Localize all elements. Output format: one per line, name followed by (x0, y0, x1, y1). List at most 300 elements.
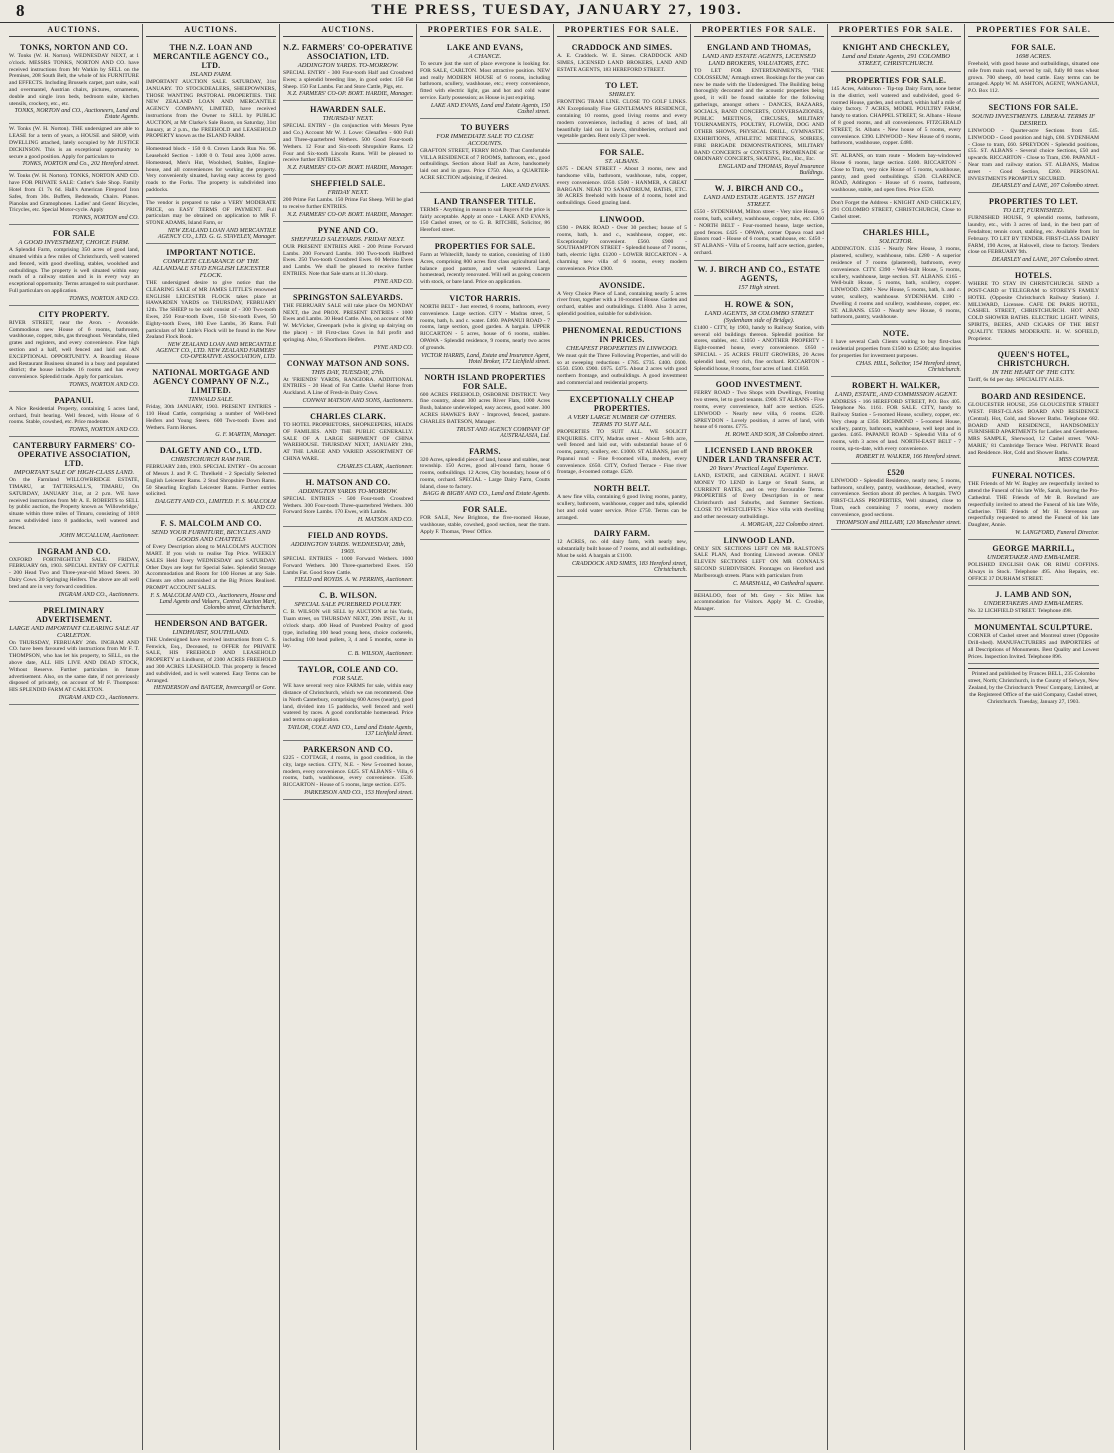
ad-body: To secure just the sort of place everyone is looking for. FOR SALE, CARLTON. Most attractive position. NEW and really MODERN HOUSE of 6 rooms, including bathroom, scullery, washhouse, etc.; every convenience, fitted with electric light, gas and hot and cold water service. Early possession; as House is just expiring. (420, 61, 550, 101)
advertisement (557, 480, 687, 525)
advertisement (146, 364, 276, 442)
ad-title: EXCEPTIONALLY CHEAP PROPERTIES. (569, 394, 675, 413)
advertisement (694, 180, 824, 261)
ad-body: £225 - COTTAGE, 4 rooms, in good condition, in the city, large section. CITY, N.E. - New 5-roomed house, modern, every convenience. £425. ST ALBANS - Villa, 6 rooms, bath, washhouse, every convenience. £530. RICCARTON - House of 5 rooms, large section. £375. (283, 755, 413, 789)
ad-body: ONLY SIX SECTIONS LEFT ON MR RALSTON'S SALE PLAN, And fronting Linwood avenue. ONLY ELEVEN SECTIONS LEFT ON MR CONNAL'S SECOND SUBDIVISION. Frontages on Hereford and Marlborough streets. Plans with particulars from (694, 545, 824, 579)
column-2 (143, 24, 280, 1450)
ad-body: NORTH BELT - Just erected, 6 rooms, bathroom, every convenience. Large section. CITY - Madras street, 5 rooms, bath, h. and c. water. £460. PAPANUI ROAD - 7 rooms, large section, good garden. A bargain. UPPER RICCARTON - 5 acres, house of 6 rooms, stables. OPAWA - Splendid residence, 9 rooms, nearly two acres of grounds. (420, 303, 550, 351)
advertisement (146, 198, 276, 244)
ad-title: BOARD AND RESIDENCE. (981, 392, 1086, 402)
ad-body: 600 ACRES FREEHOLD, OSBORNE DISTRICT. Very fine country, about 300 acres River Flats, 1000 Acres Bush, balance undeveloped, easy access, good water. 300 ACRES HAWKE'S BAY - Improved, fenced, pasture. CHARLES BATESON, Manager. (420, 391, 550, 425)
ad-body: A Splendid Farm, comprising 350 acres of good land, situated within a few miles of Christchurch, well watered and fenced, with good dwelling, stables, woolshed and outbuildings. The property is well situated within easy reach of a railway station and is in every way an exceptional opportunity. Terms arranged to suit purchaser. Full particulars on application. (9, 247, 139, 294)
ad-title: FOR SALE. (599, 148, 645, 158)
ad-title: SPRINGSTON SALEYARDS. (293, 292, 403, 302)
ad-body: Tariff, 6s 6d per day. SPECIALITY ALES. (968, 377, 1065, 384)
ad-body: On THURSDAY, FEBRUARY 26th. INGRAM AND CO. have been favoured with instructions from Mr F. T. THOMPSON, who has let his property, to SELL, on the above date, ALL HIS LIVE AND DEAD STOCK, Without Reserve. Further particulars in future advertisement. Also, on the same date, if not previously disposed of privately, on account of Mr F. Thompson: HIS SPLENDID FARM AT CARLETON. (9, 639, 139, 694)
ad-body: RIVER STREET, near the Avon. - Avonside. Commodious new House of 6 rooms, bathroom, washhouse, copper, tubs, gas throughout. Verandahs, tiled grates and registers, and every convenience. Fine high section and a half, well fenced and laid out. AN EXCEPTIONAL OPPORTUNITY. A Boarding House and Restaurant Business situated in a busy and populated district; the house includes 16 rooms and has every convenience. Splendid trade. Apply for particulars. (9, 319, 139, 381)
ad-subtitle: Land and Estate Agents, 291 COLOMBO STREET, CHRISTCHURCH. (842, 53, 950, 67)
ad-body: FRONTING TRAM LINE. CLOSE TO GOLF LINKS. AN Exceptionally Fine GENTLEMAN'S RESIDENCE, containing 10 rooms, good living rooms and every modern convenience, including 4 acres of land, all beautifully laid out in lawns, shrubberies, orchard and vegetable garden. Rent only £3 per week. (557, 99, 687, 140)
column-heading: PROPERTIES FOR SALE. (831, 24, 961, 37)
ad-signature: CHARLES CLARK, Auctioneer. (337, 463, 413, 470)
ad-body: Farm at Whiteclift, handy to station, consisting of 1140 Acres, comprising 800 acres first class agricultural land, balance good pasture, and well watered. Large homestead, recently renovated. Will sell as going concern with stock, or bare land. Price on application. (420, 251, 550, 286)
advertisement (557, 525, 687, 576)
ad-body: A Very Choice Piece of Land, containing nearly 5 acres river front, together with a 10-roomed House. Garden and orchard, stables and outbuildings. £1400. Also 3 acres, splendid position, suitable for subdivision. (557, 290, 687, 317)
advertisement (557, 211, 687, 277)
ad-title: GEORGE MARRILL, (992, 544, 1075, 554)
ad-title: W. J. BIRCH AND CO., ESTATE AGENTS, (697, 264, 821, 283)
ad-body: FERRY ROAD - Two Shops with Dwellings, Fronting two streets, let to good tenants. £900. ST ALBANS - Five rooms, every convenience, half acre section. £525. LINWOOD - Nearly new villa, 6 rooms. £520. SPREYDON - Lovely position, 4 acres of land, with house of 6 rooms. £775. (694, 390, 824, 431)
advertisement (283, 474, 413, 527)
ad-title: PARKERSON AND CO. (303, 745, 393, 755)
advertisement (9, 171, 139, 225)
ad-title: QUEEN'S HOTEL, CHRISTCHURCH. (997, 350, 1070, 369)
ad-title: TAYLOR, COLE AND CO. (297, 665, 399, 675)
ad-title: ROBERT H. WALKER, (851, 380, 941, 390)
masthead (0, 0, 1114, 23)
ad-body: FEBRUARY 24th, 1903. SPECIAL ENTRY - On account of Messrs J. and P. C. Threlkeld - 2 Specially Selected English Leicester Rams. 2 Stud Shropshire Down Rams. 50 Shearling English Leicester Rams. Further entries solicited. (146, 464, 276, 498)
ad-title: CANTERBURY FARMERS' CO-OPERATIVE ASSOCIATION, LTD. (12, 441, 136, 469)
ad-title: PROPERTIES FOR SALE. (845, 76, 947, 85)
ad-body: A Nice Residential Property, containing 5 acres land, orchard, fruit bearing. Well fenced, with House of 6 rooms. Stable, cowshed, etc. Price moderate. (9, 405, 139, 426)
ad-signature: FIELD and ROYDS. A. W. PERRINS, Auctioneer. (294, 577, 413, 584)
ad-signature: PYNE AND CO. (373, 344, 413, 351)
advertisement (283, 408, 413, 474)
ad-body: The vendor is prepared to take a VERY MODERATE PRICE, on EASY TERMS OF PAYMENT. Full particulars may be obtained on application to MR F. STONE ADAMS, Island Farm, or (146, 199, 276, 227)
ad-body: CORNER of Cashel street and Montreal street (Opposite Drill-shed). MANUFACTURERS and IMPORTERS of all Descriptions of Monuments. Best Quality and Lowest Prices. Inspection Invited. Telephone 896. (968, 633, 1099, 660)
column-heading: PROPERTIES FOR SALE. (694, 24, 824, 37)
ad-title: PROPERTIES TO LET. (989, 197, 1078, 207)
advertisement (283, 175, 413, 222)
ad-body: TO HOTEL PROPRIETORS, SHOPKEEPERS, HEADS OF FAMILIES. AND THE PUBLIC GENERALLY. SALE OF A LARGE SHIPMENT OF CHINA WAREHOUSE. THURSDAY NEXT, JANUARY 29th, AT THE LARGE AND VARIED ASSORTMENT OF CHINA WARE. (283, 421, 413, 462)
ad-body: ADDINGTON. £135 - Nearly New House, 3 rooms, plastered, scullery, washhouse, tubs. £280 - A superior residence of 7 rooms (plastered), bathroom, every convenience. CITY. £390 - Well-built House, 5 rooms, scullery, washhouse, large section. ST. ALBANS. £165 - Well-built House, 5 rooms, bath, scullery, copper. LINWOOD. £280 - New House, 5 rooms, bath, h. and c. water, scullery, washhouse. SYDENHAM. £180 - Dwelling 4 rooms and scullery, washhouse, copper, etc. ST. ALBANS. £550 - Nearly new House, 6 rooms, bathroom, pantry, washhouse. (831, 246, 961, 321)
ad-signature: HENDERSON and BATGER, Invercargill or Gore. (153, 685, 276, 692)
ad-body: ADDRESS - 166 HEREFORD STREET, P.O. Box 405. Telephone No. 1161. FOR SALE. CITY, handy to Railway Station - 5-roomed House, scullery, copper, etc. Very cheap at £350. RICHMOND - 5-roomed House, scullery, pantry, bathroom, washhouse, well kept and in garden. £465. PAPANUI ROAD - Splendid Villa of 6 rooms, with 3 acres of land. NORTH-EAST BELT - 7 rooms, up-to-date, with every convenience. (831, 398, 961, 453)
advertisement (831, 39, 961, 72)
advertisement (146, 615, 276, 696)
advertisement (694, 532, 824, 591)
ad-title: CHARLES CLARK. (310, 411, 386, 421)
ad-title: HAWARDEN SALE. (310, 105, 386, 115)
ad-signature: TONKS, NORTON and CO., Auctioneers, Land and Estate Agents. (14, 108, 139, 121)
newspaper-columns (6, 24, 1110, 1450)
ad-title: H. MATSON AND CO. (305, 477, 391, 487)
ad-signature: THOMPSON and HILLARY, 120 Manchester street. (836, 519, 961, 526)
advertisement (968, 39, 1099, 99)
advertisement (283, 661, 413, 741)
ad-title: DALGETY AND CO., LTD. (159, 446, 263, 456)
ad-title: FARMS. (469, 446, 501, 456)
ad-title: FOR SALE. (1011, 43, 1056, 52)
ad-title: CHARLES HILL, (862, 228, 930, 238)
ad-subtitle: UNDERTAKER AND EMBALMER. (986, 554, 1081, 562)
ad-signature: DALGETY AND CO., LIMITED. F. S. MALCOLM AND CO. (155, 499, 276, 512)
ad-title: INGRAM AND CO. (37, 546, 111, 556)
ad-title: W. J. BIRCH AND CO., (714, 184, 804, 194)
ad-subtitle: SPECIAL SALE PUREBRED POULTRY. (294, 601, 402, 609)
column-3 (280, 24, 417, 1450)
imprint-footer: Printed and published by Frances BELL, 235 Colombo street, North; Christchurch, in the County of Selwyn, New Zealand, by the Christchurch 'Press' Company, Limited, at the Registered Office of the said Company, Cashel street, Christchurch. Tuesday, January 27, 1903. (968, 668, 1099, 705)
ad-body: WE have several very nice FARMS for sale, within easy distance of Christchurch, which we can recommend. One in North Canterbury, comprising 600 Acres (nearly), good land, divided into 15 paddocks, well fenced and well watered by races. A good comfortable homestead. Price and terms on application. (283, 683, 413, 724)
ad-subtitle: UNDERTAKERS AND EMBALMERS. (983, 600, 1084, 608)
ad-subtitle: ISLAND FARM. (190, 71, 232, 78)
advertisement (831, 224, 961, 325)
advertisement (694, 296, 824, 377)
advertisement (831, 198, 961, 224)
advertisement (557, 277, 687, 322)
ad-signature: TRUST AND AGENCY COMPANY OF AUSTRALASIA, Ltd. (456, 426, 550, 439)
ad-signature: N.Z. FARMERS' CO-OP. BORT. HARDIE, Manager. (287, 91, 413, 98)
ad-signature: TONKS, NORTON and Co., 202 Hereford street. (22, 161, 139, 168)
ad-subtitle: A GOOD INVESTMENT, CHOICE FARM. (18, 239, 130, 247)
ad-signature: CRADDOCK AND SIMES, 183 Hereford street, Christchurch. (571, 560, 687, 573)
ad-subtitle: TO LET, FURNISHED. (1002, 207, 1065, 215)
ad-title: ENGLAND AND THOMAS, (706, 43, 811, 52)
ad-title: PRELIMINARY ADVERTISEMENT. (35, 605, 112, 624)
ad-signature: PYNE AND CO. (373, 278, 413, 285)
ad-signature: G. F. MARTIN, Manager. (215, 432, 276, 439)
ad-title: SHEFFIELD SALE. (310, 179, 386, 189)
ad-signature: F. S. MALCOLM AND CO., Auctioneers, House and Land Agents and Valuers, Central Auction Mart, Colombo street, Christchurch. (150, 592, 276, 611)
ad-subtitle: ADDINGTON YARDS. TO-MORROW. (297, 62, 399, 69)
advertisement (968, 99, 1099, 193)
advertisement (420, 238, 550, 290)
advertisement (420, 369, 550, 443)
advertisement (831, 72, 961, 151)
ad-body: TERMS - Anything in reason to suit Buyers if the price is fairly acceptable. Apply at once - LAKE AND EVANS, 150 Cashel street, or to G. B. RITCHIE, Solicitor, 86 Hereford street. (420, 206, 550, 234)
ad-body: LAND, ESTATE, and GENERAL AGENT. I HAVE MONEY TO LEND in Large or Small Sums, at CURRENT RATES, and on very favourable Terms. PROPERTIES of Every Description in or near Christchurch and Suburbs, and Summer Sections. CLOSE TO WESTCLIFFE'S - Nice villa with dwelling and other necessary outbuildings. (694, 473, 824, 520)
advertisement (146, 144, 276, 198)
ad-subtitle: THIS DAY, TUESDAY, 27th. (311, 368, 385, 376)
ad-title: CONWAY MATSON AND SONS. (286, 358, 410, 368)
advertisement (283, 527, 413, 587)
ad-subtitle: 20 Years' Practical Legal Experience. (709, 465, 809, 473)
advertisement (968, 467, 1099, 540)
ad-subtitle: TINWALD SALE. (188, 396, 234, 404)
ad-title: PAPANUI. (54, 395, 94, 405)
column-heading: AUCTIONS. (9, 24, 139, 37)
ad-signature: DEARSLEY and LANE, 207 Colombo street. (992, 183, 1099, 190)
ad-signature: N.Z. FARMERS' CO-OP. BORT. HARDIE, Manager. (287, 211, 413, 218)
ad-body: £1400 - CITY, by 1903, handy to Railway Station, with several old buildings thereon. Splendid position for stores, stables, etc. £1050 - ANOTHER PROPERTY - Eight-roomed house, every convenience. £650 - SPECIAL - 25 ACRES FRUIT GROWERS, 20 Acres splendid land, very rich, fine orchard. RICCARTON - Splendid house, 8 rooms, four acres of land. £1850. (694, 324, 824, 372)
ad-subtitle: IMPORTANT SALE OF HIGH-CLASS LAND. (13, 469, 135, 477)
ad-signature: W. LANGFORD, Funeral Director. (1015, 530, 1099, 537)
column-8 (965, 24, 1102, 1450)
ad-body: £590 - PARK ROAD - Over 30 perches; house of 5 rooms, bath, h. and c., washhouse, copper, etc. Exceptionally convenient. £560. £900 - SOUTHAMPTON STREET - Splendid house of 7 rooms, bath, electric light. £1200 - LOWER RICCARTON - A charming new villa of 6 rooms, every modern convenience. Price £900. (557, 224, 688, 272)
ad-subtitle: CHEAPEST PROPERTIES IN LINWOOD. (566, 344, 678, 352)
ad-subtitle: SOUND INVESTMENTS. LIBERAL TERMS IF DESIRED. (971, 112, 1096, 127)
advertisement (420, 119, 550, 193)
advertisement (283, 355, 413, 408)
advertisement (9, 39, 139, 124)
ad-subtitle: LARGE AND IMPORTANT CLEARING SALE AT CARLETON. (9, 624, 139, 639)
advertisement (146, 244, 276, 364)
ad-signature: PARKERSON AND CO., 153 Hereford street. (304, 790, 413, 797)
ad-title: LINWOOD. (599, 214, 645, 224)
advertisement (9, 225, 139, 306)
ad-title: FOR SALE. (462, 505, 508, 515)
column-4 (417, 24, 554, 1450)
ad-body: POLISHED ENGLISH OAK OR RIMU COFFINS. Always in Stock. Telephone 495. Also Repairs, etc. OFFICE 37 DURHAM STREET. (968, 562, 1099, 582)
ad-title: NATIONAL MORTGAGE AND AGENCY COMPANY OF N.Z., LIMITED. (152, 368, 270, 396)
column-heading: PROPERTIES FOR SALE. (557, 24, 687, 37)
ad-signature: TONKS, NORTON AND CO. (69, 381, 139, 388)
ad-body: W. Tonks (W. H. Norton). TONKS, NORTON AND CO. have FOR PRIVATE SALE: Cutler's Sale Shop. Family Hotel from £1 7s 6d. Hall's American Fireproof Iron Safes, from 30s. Buffets, Bedsteads, Chairs. Pianos. Pianolas and Gramophones. Ladies' and Gents' Bicycles, Tricycles, etc. Special Motor-cycle. Apply (9, 173, 139, 214)
column-5 (554, 24, 691, 1450)
ad-subtitle: LAND AND ESTATE AGENTS. 157 HIGH STREET. (703, 194, 815, 209)
ad-body: We must quit the Three Following Properties, and will do so at sweeping reductions - £785. £735. £400. £600. £550. £500. £900. £675. £475. About 2 acres with good northern frontage, and outbuildings. A good investment and commercial and residential property. (557, 352, 687, 386)
ad-title: NOTE. (882, 329, 910, 339)
column-heading: AUCTIONS. (146, 24, 276, 37)
ad-subtitle: ADDINGTON YARDS TO-MORROW. (298, 487, 398, 495)
ad-title: NORTH ISLAND PROPERTIES FOR SALE. (424, 372, 546, 391)
ad-subtitle: THURSDAY NEXT. (322, 115, 374, 123)
ad-title: NORTH BELT. (593, 484, 651, 494)
ad-title: VICTOR HARRIS. (449, 293, 521, 303)
ad-body: I have several Cash Clients waiting to buy first-class residential properties from £1500 to £2500; also Inquiries for properties for investment purposes. (831, 339, 961, 359)
ad-title: SECTIONS FOR SALE. (988, 102, 1079, 112)
ad-signature: INGRAM AND CO., Auctioneers. (58, 591, 139, 598)
ad-title: GOOD INVESTMENT. (715, 380, 803, 390)
advertisement (9, 392, 139, 437)
ad-body: 12 ACRES, no. old dairy farm, with nearly new, substantially built house of 7 rooms, and all outbuildings. Must be sold. A bargain at £1100. (557, 539, 687, 560)
advertisement (146, 442, 276, 515)
ad-title: PYNE AND CO. (317, 225, 379, 235)
ad-subtitle: A VERY LARGE NUMBER OF OTHERS. TERMS TO SUIT ALL. (567, 413, 677, 428)
ad-subtitle: COMPLETE CLEARANCE OF THE ALLANDALE STUD ENGLISH LEICESTER FLOCK. (152, 257, 270, 279)
ad-title: MONUMENTAL SCULPTURE. (974, 623, 1093, 633)
ad-title: CITY PROPERTY. (38, 309, 110, 319)
ad-title: AVONSIDE. (599, 280, 645, 290)
ad-title: £520 (887, 467, 905, 477)
ad-signature: LAKE AND EVANS. (501, 182, 550, 189)
advertisement (420, 501, 550, 539)
ad-signature: TAYLOR, COLE AND CO., Land and Estate Agents, 137 Lichfield street. (287, 725, 413, 738)
ad-subtitle: LAND, ESTATE, AND COMMISSION AGENT. (834, 390, 958, 398)
ad-body: Friday, 30th JANUARY, 1903. PRESENT ENTRIES - 110 Head Cattle, comprising a number of Well-bred Heifers and Young Steers. 600 Two-tooth Ewes and Wethers. Farm Horses. (146, 404, 276, 431)
ad-body: W. Tonks (W. H. Norton). THE undersigned are able to LEASE for a term of years, a HOUSE and SHOP, with DWELLING attached, lately occupied by Mr JUSTICE DICKINSON. This is an exceptional opportunity to secure a good position. Apply for particulars to (9, 126, 139, 160)
ad-title: LAKE AND EVANS, (446, 43, 524, 52)
ad-subtitle: 157 High street. (738, 283, 780, 291)
advertisement (557, 391, 687, 481)
ad-subtitle: FOR IMMEDIATE SALE TO CLOSE ACCOUNTS. (436, 132, 534, 147)
ad-body: £550 - SYDENHAM, Milton street - Very nice House, 5 rooms, bath, scullery, washhouse, copper, tubs, etc. £360 - NORTH BELT - Four-roomed house, large section, good fences. £425 - OPAWA, corner Opawa road and Ensors road - House of 6 rooms, washhouse, etc. £450 - ST ALBANS - Villa of 5 rooms, half acre section, garden, orchard. (694, 209, 824, 256)
ad-subtitle: CHRISTCHURCH RAM FAIR. (170, 456, 252, 464)
advertisement (420, 193, 550, 238)
advertisement (9, 437, 139, 542)
ad-title: THE N.Z. LOAN AND MERCANTILE AGENCY CO., LTD. (153, 43, 269, 70)
ad-body: No. 32 LICHFIELD STREET. Telephone 498. (968, 608, 1073, 615)
ad-signature: DEARSLEY and LANE, 207 Colombo street. (992, 257, 1099, 264)
ad-title: HOTELS. (1014, 271, 1052, 281)
ad-signature: ROBERT H. WALKER, 166 Hereford street. (855, 453, 961, 460)
ad-signature: JOHN MCCALLUM, Auctioneer. (59, 532, 139, 539)
advertisement (694, 261, 824, 296)
ad-title: LAND TRANSFER TITLE. (434, 196, 536, 206)
ad-title: LICENSED LAND BROKER UNDER LAND TRANSFER ACT. (696, 446, 822, 465)
ad-body: SPECIAL ENTRY - 300 Four-tooth Half and Crossbred Ewes; a splendid breeding line, in good order. 150 Fat Sheep. 150 Fat Lambs. Fat and Store Cattle, Pigs, etc. (283, 70, 413, 90)
ad-title: TO BUYERS (460, 122, 510, 132)
ad-body: LINWOOD - Quarter-acre Sections from £45. LINWOOD - Good position and high, £60. SYDENHAM - Close to tram, £60. SPREYDON - Splendid positions, £55. ST. ALBANS - Several choice Sections, £50 and upwards. RICCARTON - Close to Tram, £90. PAPANUI - Near tram and railway station. ST. ALBANS, Madras street - Good Section, £260. PERSONAL INVESTMENTS PROMPTLY SECURED. (968, 127, 1099, 182)
ad-subtitle: A CHANCE. (468, 53, 502, 60)
advertisement (557, 144, 687, 211)
ad-body: FOR SALE, New Brighton, the five-roomed House, washhouse, stable, cowshed, good section, near the tram. Apply F. Thomas, 'Press' Office. (420, 515, 550, 536)
ad-title: PHENOMENAL REDUCTIONS IN PRICES. (562, 325, 682, 344)
ad-body: TO LET FOR ENTERTAINMENTS, 'THE COLOSSEUM,' Armagh street. Bookings for the year can now be made with the Undersigned. The Building being thoroughly decorated and the acoustic properties being good, it will be found suitable for the following gatherings, amongst others - DANCES, BAZAARS, SOCIALS, BAND CONCERTS, CONVERSAZIONES, PUBLIC MEETINGS, CIRCUSES, MILITARY TOURNAMENTS, POULTRY, FLOWER, DOG AND OTHER SHOWS, PHYSICAL DRILL, GYMNASTIC EXHIBITIONS, ATHLETIC MEETINGS, SOIREES, FIRE BRIGADE DEMONSTRATIONS, MILITARY BAND CONCERTS or CONTESTS, PROMENADE or ORDINARY CONCERTS, SKATING, Etc., Etc., Etc. (694, 68, 824, 163)
ad-body: BEHALOO, foot of Mt. Grey - Six Miles has accommodation for Visitors. Apply M. C. Crosbie, Manager. (694, 592, 824, 613)
advertisement (557, 322, 687, 391)
ad-body: On the Farmland WILLOWBRIDGE ESTATE, TIMARU, at TATTERSALL'S, TIMARU, On SATURDAY, JANUARY 31st, at 2 p.m. WE have received instructions from Mr A. E. ROBERTS to SELL by public auction, the Property known as 'Willowbridge,' situate within three miles of Timaru, consisting of 1018 acres subdivided into 8 paddocks, well watered and fenced. (9, 477, 139, 531)
ad-subtitle: LAND AND ESTATE AGENTS, LICENSED LAND BROKERS, VALUATORS, ETC. (702, 53, 816, 67)
ad-title: PROPERTIES FOR SALE. (434, 241, 536, 251)
advertisement (283, 587, 413, 661)
ad-body: THE Undersigned have received instructions from C. S. Fenwick, Esq., Deceased, to OFFER for PRIVATE SALE, HIS FREEHOLD AND LEASEHOLD PROPERTY at Lindhurst, of 2300 ACRES FREEHOLD and 300 ACRES LEASEHOLD. This property is fenced and subdivided, and is well watered. Easy Terms can be Arranged. (146, 636, 276, 684)
ad-title: FOR SALE (52, 229, 96, 239)
ad-body: At 'FRIENDS' YARDS, RANGIORA. ADDITIONAL ENTRIES - 20 Head of Fat Cattle. Useful Horse from Auckland. A Line of Fresh-in Dairy Cows. (283, 376, 413, 397)
ad-body: Freehold, with good house and outbuildings, situated one mile from main road, served by rail, fully 80 tons wheat grown. 700 sheep, 40 head cattle. Easy terms can be arranged. Apply W. M. ASHTON, AGENT, WANGANUI, P.O. Box 112. (968, 61, 1099, 95)
ad-title: FUNERAL NOTICES. (991, 471, 1076, 481)
advertisement (283, 101, 413, 175)
advertisement (968, 586, 1099, 619)
ad-signature: VICTOR HARRIS, Land, Estate and Insurance Agent, Hotel Broker, 172 Lichfield street. (421, 352, 550, 365)
ad-body: 320 Acres, splendid piece of land, house and stables, near township. 150 Acres, good all-round farm, house 6 rooms, outbuildings. 12 Acres, City boundary, house of 6 rooms, orchard. SPECIAL - Large Dairy Farm, Coutts Island, close to factory. (420, 456, 550, 490)
ad-title: CRADDOCK AND SIMES. (571, 43, 673, 52)
advertisement (968, 267, 1099, 346)
advertisement (831, 377, 961, 464)
advertisement (968, 193, 1099, 267)
ad-signature: A. MORGAN, 222 Colombo street. (740, 521, 824, 528)
ad-subtitle: 1698 ACRES. (1015, 53, 1052, 60)
ad-body: W. Tonks (W. H. Norton). WEDNESDAY NEXT, at 1 o'clock. MESSRS TONKS, NORTON AND CO. have received instructions from Mr Watkin by SELL on the Premises, 208 South Belt, the whole of his FURNITURE and EFFECTS. Including Brussels carpet, part suite, wall and overmantel, Austrian chairs, pictures, ornaments, double and single iron beds, bedroom suite, kitchen utensils, crockery, etc., etc. (9, 53, 139, 107)
advertisement (9, 543, 139, 602)
ad-subtitle: LINDHURST, SOUTHLAND. (172, 628, 250, 636)
ad-title: C. B. WILSON. (319, 591, 377, 601)
advertisement (420, 39, 550, 119)
ad-body: GRAFTON STREET, FERRY ROAD. That Comfortable VILLA RESIDENCE of 7 ROOMS, bathroom, etc., good outbuildings. Section about Half an Acre, handsomely laid out and in grass. Price £750. Also, a QUARTER-ACRE SECTION adjoining, if desired. (420, 147, 550, 181)
advertisement (831, 151, 961, 198)
ad-signature: NEW ZEALAND LOAN AND MERCANTILE AGENCY CO., LTD. G. G. STAVELEY, Manager. (157, 227, 276, 240)
ad-title: H. ROWE & SON, (724, 299, 794, 309)
ad-title: IMPORTANT NOTICE. (166, 247, 256, 257)
ad-body: 145 Acres, Ashburton - Tip-top Dairy Farm, none better in the district, well watered and subdivided, good 6-roomed House, garden, and orchard, within half a mile of dairy factory. 7 ACRES, MODEL POULTRY FARM, handy to station. CHAPPEL STREET, St. Albans - House of 8 good rooms, and all conveniences. FITZGERALD STREET, St. Albans - New house of 5 rooms, every convenience. £390. LINWOOD - New House of 6 rooms, bathroom, washhouse, copper. £480. (831, 86, 961, 147)
ad-body: Don't Forget the Address - KNIGHT AND CHECKLEY, 291 COLOMBO STREET, CHRISTCHURCH, Close to Cashel street. (831, 199, 961, 220)
ad-body: FURNISHED HOUSE, 9 splendid rooms, bathroom, laundry, etc., with 3 acres of land, in the best part of Fendalton; tennis court, stabling, etc. Available from 1st February. TO LET BY TENDER. FIRST-CLASS DAIRY FARM, 190 Acres, at Halswell, close to factory. Tenders close on FEBRUARY 9th. (968, 215, 1099, 256)
ad-title: TONKS, NORTON AND CO. (20, 43, 128, 52)
ad-body: SPECIAL ENTRY - (In conjunction with Messrs Pyne and Co.) Account Mr W. J. Lowe: Glenaflen - 600 Full and Three-quarterbred Wethers. 500 Good Four-tooth Wethers. 12 Four and Six-tooth Shropshire Rams. 12 Four and Six-tooth Lincoln Rams. Will be pleased to receive further ENTRIES. (283, 123, 413, 164)
advertisement (694, 39, 824, 180)
ad-body: A new fine villa, containing 6 good living rooms, pantry, scullery, bathroom, washhouse, copper and tubs, splendid hot and cold water service. Price £750. Terms can be arranged. (557, 494, 687, 521)
ad-body: Homestead block - 150 0 0. Crown Lands Run No. 96. Leasehold Section - 1408 0 0. Total area 3,000 acres. Homestead, Men's Hut, Woolshed, Stables, Engine-house, and all conveniences for working the property. Very conveniently situated, having easy access by good roads to the Forks. The property is subdivided into paddocks. (146, 146, 276, 193)
ad-body: IMPORTANT AUCTION SALE. SATURDAY, 31st JANUARY. TO STOCKDEALERS, SHEEPOWNERS, THOSE WANTING PASTORAL PROPERTIES. THE NEW ZEALAND LOAN AND MERCANTILE AGENCY COMPANY, LIMITED, have received instructions from the Owner to SELL by PUBLIC AUCTION, at Mr Clarke's Sale Room, on Saturday, 31st January, at 2 p.m., the FREEHOLD and LEASEHOLD PROPERTY known as the ISLAND FARM. (146, 79, 276, 140)
advertisement (146, 515, 276, 615)
ad-signature: C. MARSHALL, 40 Cathedral square. (733, 580, 824, 587)
ad-body: OXFORD FORTNIGHTLY SALE. FRIDAY, FEBRUARY 6th, 1903. SPECIAL ENTRY OF CATTLE - 200 Head Two and Three-year-old Mixed Steers. 30 Dairy Cows. 20 Springing Heifers. The above are all well bred and are in very forward condition. (9, 556, 139, 590)
column-heading: PROPERTIES FOR SALE. (420, 24, 550, 37)
ad-subtitle: LAND AGENTS, 38 COLOMBO STREET (Sydenham side of Bridge). (704, 309, 814, 324)
ad-signature: BAGG & BIGBY AND CO., Land and Estate Agents. (423, 491, 550, 498)
advertisement (420, 290, 550, 369)
ad-body: C. B. WILSON will SELL by AUCTION at his Yards, Tuam street, on THURSDAY NEXT, 29th INST., At 11 o'clock sharp. 400 Head of Purebred Poultry of good type, including 100 head young hens, choice cockerels, including 100 head pullets, 3, 4 and 5 months, some in lay. (283, 609, 413, 650)
ad-body: GLOUCESTER HOUSE, 256 GLOUCESTER STREET WEST. FIRST-CLASS BOARD AND RESIDENCE (Central). Hot, Cold, and Shower Baths. Telephone 682. BOARD AND RESIDENCE, HANDSOMELY FURNISHED APARTMENTS for Ladies and Gentlemen. MRS SAMPLE, Sherwood, 12 Cashel street. 'WAI-MARIE,' 81 Cambridge Terrace West. PRIVATE Board and Residence. Hot, Cold and Shower Baths. (968, 402, 1099, 456)
advertisement (968, 540, 1099, 586)
ad-title: TO LET. (605, 81, 639, 91)
ad-title: F. S. MALCOLM AND CO. (160, 519, 262, 529)
newspaper-title: THE PRESS, TUESDAY, JANUARY 27, 1903. (371, 2, 743, 18)
ad-subtitle: SEND YOUR FURNITURE, BICYCLES AND GOODS AND CHATTELS (151, 529, 271, 544)
ad-signature: NEW ZEALAND LOAN AND MERCANTILE AGENCY CO., LTD. NEW ZEALAND FARMERS' CO-OPERATIVE ASSOCIATION, LTD. (156, 342, 276, 361)
ad-body: LINWOOD - Splendid Residence, nearly new, 5 rooms, bathroom, scullery, pantry, washhouse, detached, every convenience. Section about 40 perches. A bargain. TWO FIRST-CLASS PROPERTIES, Well situated, close to Tram, each containing 7 rooms, every modern convenience, good sections. (831, 477, 961, 518)
ad-body: £675 - DEAN STREET - About 3 rooms, new and handsome villa, bathroom, washhouse, tubs, copper, every convenience. £650. £500 - HANMER, A GREAT BARGAIN. NEAR TO SANATORIUM, BATHS, ETC. 30 ACRES freehold with house of 4 rooms, hotel and outbuildings. Good grazing land. (557, 166, 687, 207)
ad-signature: C. B. WILSON, Auctioneer. (347, 651, 413, 658)
ad-body: THE FEBRUARY SALE will take place On MONDAY NEXT, the 2nd PROX. PRESENT ENTRIES - 1000 Ewes and Lambs. 30 Head Cattle. Also, on account of Mr W. McVicker, Greenpark (who is giving up dairying on the place) - 18 First-class Cows in full profit and springing. Also, 6 Shorthorn Heifers. (283, 302, 413, 343)
advertisement (9, 306, 139, 392)
advertisement (694, 591, 824, 617)
advertisement (968, 619, 1099, 664)
ad-title: KNIGHT AND CHECKLEY, (842, 43, 950, 52)
ad-signature: CONWAY MATSON AND SONS, Auctioneers. (302, 397, 413, 404)
ad-subtitle: ST. ALBANS. (604, 158, 640, 166)
ad-body: 200 Prime Fat Lambs. 150 Prime Fat Sheep. Will be glad to receive further ENTRIES. (283, 197, 413, 210)
advertisement (968, 346, 1099, 388)
column-1 (6, 24, 143, 1450)
ad-signature: TONKS, NORTON AND CO. (69, 295, 139, 302)
ad-title: N.Z. FARMERS' CO-OPERATIVE ASSOCIATION, LTD. (283, 43, 413, 61)
ad-body: WHERE TO STAY IN CHRISTCHURCH. SEND a POST-CARD or TELEGRAM to STOREY'S FAMILY HOTEL (Opposite Christchurch Railway Station). J. MILLWARD, Licensee. CAFE DE PARIS HOTEL, CASHEL STREET, CHRISTCHURCH. HOT AND COLD SHOWER BATHS. ELECTRIC LIGHT. WINES, SPIRITS, BEERS, AND CIGARS OF THE BEST QUALITY. TERMS MODERATE. H. W. SOFIELD, Proprietor. (968, 281, 1099, 342)
ad-signature: INGRAM AND CO., Auctioneers. (58, 695, 139, 702)
advertisement (283, 289, 413, 355)
ad-signature: H. MATSON AND CO. (357, 517, 413, 524)
page-number: 8 (16, 1, 25, 20)
ad-subtitle: SOLICITOR. (878, 238, 913, 246)
advertisement (283, 222, 413, 289)
advertisement (420, 443, 550, 502)
ad-signature: MISS COWPER. (1058, 457, 1099, 464)
ad-title: FIELD AND ROYDS. (307, 531, 389, 541)
ad-signature: H. ROWE AND SON, 38 Colombo street. (725, 432, 824, 439)
ad-body: SPECIAL ENTRIES - 500 Four-tooth Crossbred Wethers. 300 Four-tooth Three-quarterbred Wethers. 300 Forward Store Lambs. 170 Ewes, with Lambs. (283, 495, 413, 516)
advertisement (557, 77, 687, 144)
ad-signature: TONKS, NORTON AND CO. (69, 427, 139, 434)
column-7 (828, 24, 965, 1450)
ad-body: THE undersigned desire to give notice that the CLEARING SALE of MR JAMES LITTLE'S renowned ENGLISH LEICESTER FLOCK takes place at HAWARDEN YARDS on THURSDAY, FEBRUARY 12th. The SHEEP to be sold consist of - 300 Two-tooth Ewes, 250 Four-tooth Ewes, 150 Six-tooth Ewes, 50 Eighty-tooth Ewes, 180 Ewe Lambs, 36 Rams. Full particulars of Mr Little's Flock will be found in the New Zealand Flock Book. (146, 279, 276, 341)
ad-subtitle: IN THE HEART OF THE CITY. (992, 369, 1075, 377)
ad-subtitle: FOR SALE. (332, 675, 364, 683)
column-6 (691, 24, 828, 1450)
ad-title: DAIRY FARM. (593, 529, 651, 539)
ad-subtitle: SHIRLEY. (608, 91, 636, 99)
advertisement (968, 388, 1099, 467)
ad-signature: TONKS, NORTON and CO. (72, 215, 139, 222)
advertisement (146, 39, 276, 144)
ad-subtitle: ADDINGTON YARDS. WEDNESDAY, 28th, 1903. (290, 541, 406, 556)
advertisement (831, 464, 961, 530)
ad-signature: LAKE AND EVANS, Land and Estate Agents, 150 Cashel street. (430, 102, 550, 115)
ad-body: OUR PRESENT ENTRIES ARE - 200 Prime Forward Lambs. 200 Forward Lambs. 100 Two-tooth Halfbred Ewes. 250 Two-tooth Crossbred Ewes. 60 Merino Ewes and Lambs. We shall be pleased to receive further ENTRIES. Note that Sale starts at 11.30 sharp. (283, 243, 413, 277)
ad-signature: CHAS. HILL, Solicitor, 154 Hereford street, Christchurch. (855, 360, 961, 373)
ad-body: A. E. Craddock. W. E. Simes. CRADDOCK AND SIMES, LICENSED LAND BROKERS, LAND AND ESTATE AGENTS, 183 HEREFORD STREET. (557, 53, 687, 73)
advertisement (283, 741, 413, 800)
ad-body: THE Friends of Mr W. Bagley are respectfully invited to attend the Funeral of his late Wife, Sarah, leaving the Pro-Cathedral. THE Friends of Mr B. Rowland are respectfully invited to attend the Funeral of his late Wife, Catherine. THE Friends of Mr H. Stevenson are respectfully requested to attend the Funeral of his late Daughter, Annie. (968, 481, 1099, 529)
ad-signature: ENGLAND and THOMAS, Royal Insurance Buildings. (718, 164, 824, 177)
ad-body: PROPERTIES TO SUIT ALL. WE SOLICIT ENQUIRIES. CITY, Madras street - About 5-8th acre, well fenced and laid out, with substantial house of 6 rooms, pantry, scullery, etc. £1000. ST ALBANS, just off Papanui road - Fine 8-roomed villa, modern, every convenience. £650. CITY, Oxford Terrace - Fine river frontage, 4-roomed cottage. £520. (557, 428, 687, 476)
ad-body: SPECIAL ENTRIES - 1000 Forward Wethers. 1000 Forward Wethers. 300 Three-quarterbred Ewes. 150 Lambs Fat. Good Store Cattle. (283, 556, 413, 576)
advertisement (694, 376, 824, 442)
column-heading: PROPERTIES FOR SALE. (968, 24, 1099, 37)
ad-subtitle: FRIDAY NEXT. (327, 189, 369, 197)
advertisement (694, 442, 824, 532)
advertisement (9, 602, 139, 705)
ad-body: of Every Description along to MALCOLM'S AUCTION MART. If you wish to realise Top Price. WEEKLY SALES Held Every WEDNESDAY and SATURDAY. Other Days are kept for Special Sales. Splendid Storage Accommodation and Room for 100 Horses at any Sale. Clients are often astonished at the Big Prices Realised. PROMPT ACCOUNT SALES. (146, 544, 276, 592)
ad-body: ST. ALBANS, on tram route - Modern bay-windowed House 6 rooms, large section. £400. RICCARTON - Close to Tram, very nice House of 5 rooms, washhouse, pantry, and good outbuildings. £520. CLARENCE ROAD, Addington - House of 6 rooms, bathroom, washhouse, stable, and open fires. Price £530. (831, 153, 961, 194)
